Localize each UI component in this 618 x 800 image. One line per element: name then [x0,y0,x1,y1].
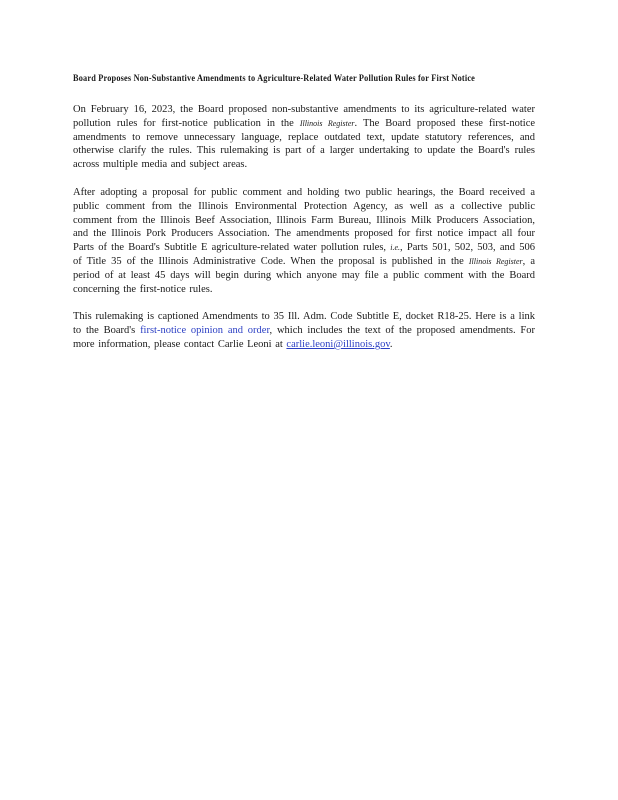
paragraph-3-end: . [389,338,393,350]
paragraph-2-text-cont: , Parts 501, 502, 503, and 506 of Title 35 of the Illinois Administrative Code. When the proposal is published in the [73,242,535,267]
paragraph-2 [73,186,535,296]
paragraph-1-text: On February 16, 2023, the Board proposed non-substantive amendments to its agriculture-related water pollution rules for first-notice publication in the [73,104,535,129]
paragraph-3-text: This rulemaking is captioned Amendments to 35 Ill. Adm. Code Subtitle E, docket R18-25. Here is a link to the Board's [73,311,535,337]
paragraph-1 [73,103,535,172]
document-title: Board Proposes Non-Substantive Amendments to Agriculture-Related Water Pollution Rules for First Notice [73,73,476,83]
paragraph-2-text-end: , a period of at least 45 days will begin during which anyone may file a public comment with the Board concerning the first-notice rules. [73,255,535,295]
paragraph-1-text-cont: . The Board proposed these first-notice amendments to remove unnecessary language, replace outdated text, update statutory references, and otherwise clarify the rules. This rulemaking is part of a larger undertaking to update the Board's rules across multiple media and subject areas. [73,117,536,171]
illinois-register-ref: Illinois Register [299,118,355,128]
paragraph-3 [73,310,535,351]
contact-email-link[interactable]: carlie.leoni@illinois.gov [286,338,390,350]
illinois-register-ref-2: Illinois Register [468,256,523,266]
first-notice-opinion-link[interactable]: first-notice opinion and order [140,325,270,337]
ie-abbrev: i.e. [390,243,401,253]
paragraph-3-text-cont: , which includes the text of the proposed amendments. For more information, please contact Carlie Leoni at [73,325,535,350]
paragraph-2-text: After adopting a proposal for public comment and holding two public hearings, the Board received a public comment from the Illinois Environmental Protection Agency, as well as a collective public comment from the Illinois Beef Association, Illinois Farm Bureau, Illinois Milk Producers Association, and the Illinois Pork Producers Association. The amendments proposed for first notice impact all four Parts of the Board's Subtitle E agriculture-related water pollution rules, [73,186,535,254]
